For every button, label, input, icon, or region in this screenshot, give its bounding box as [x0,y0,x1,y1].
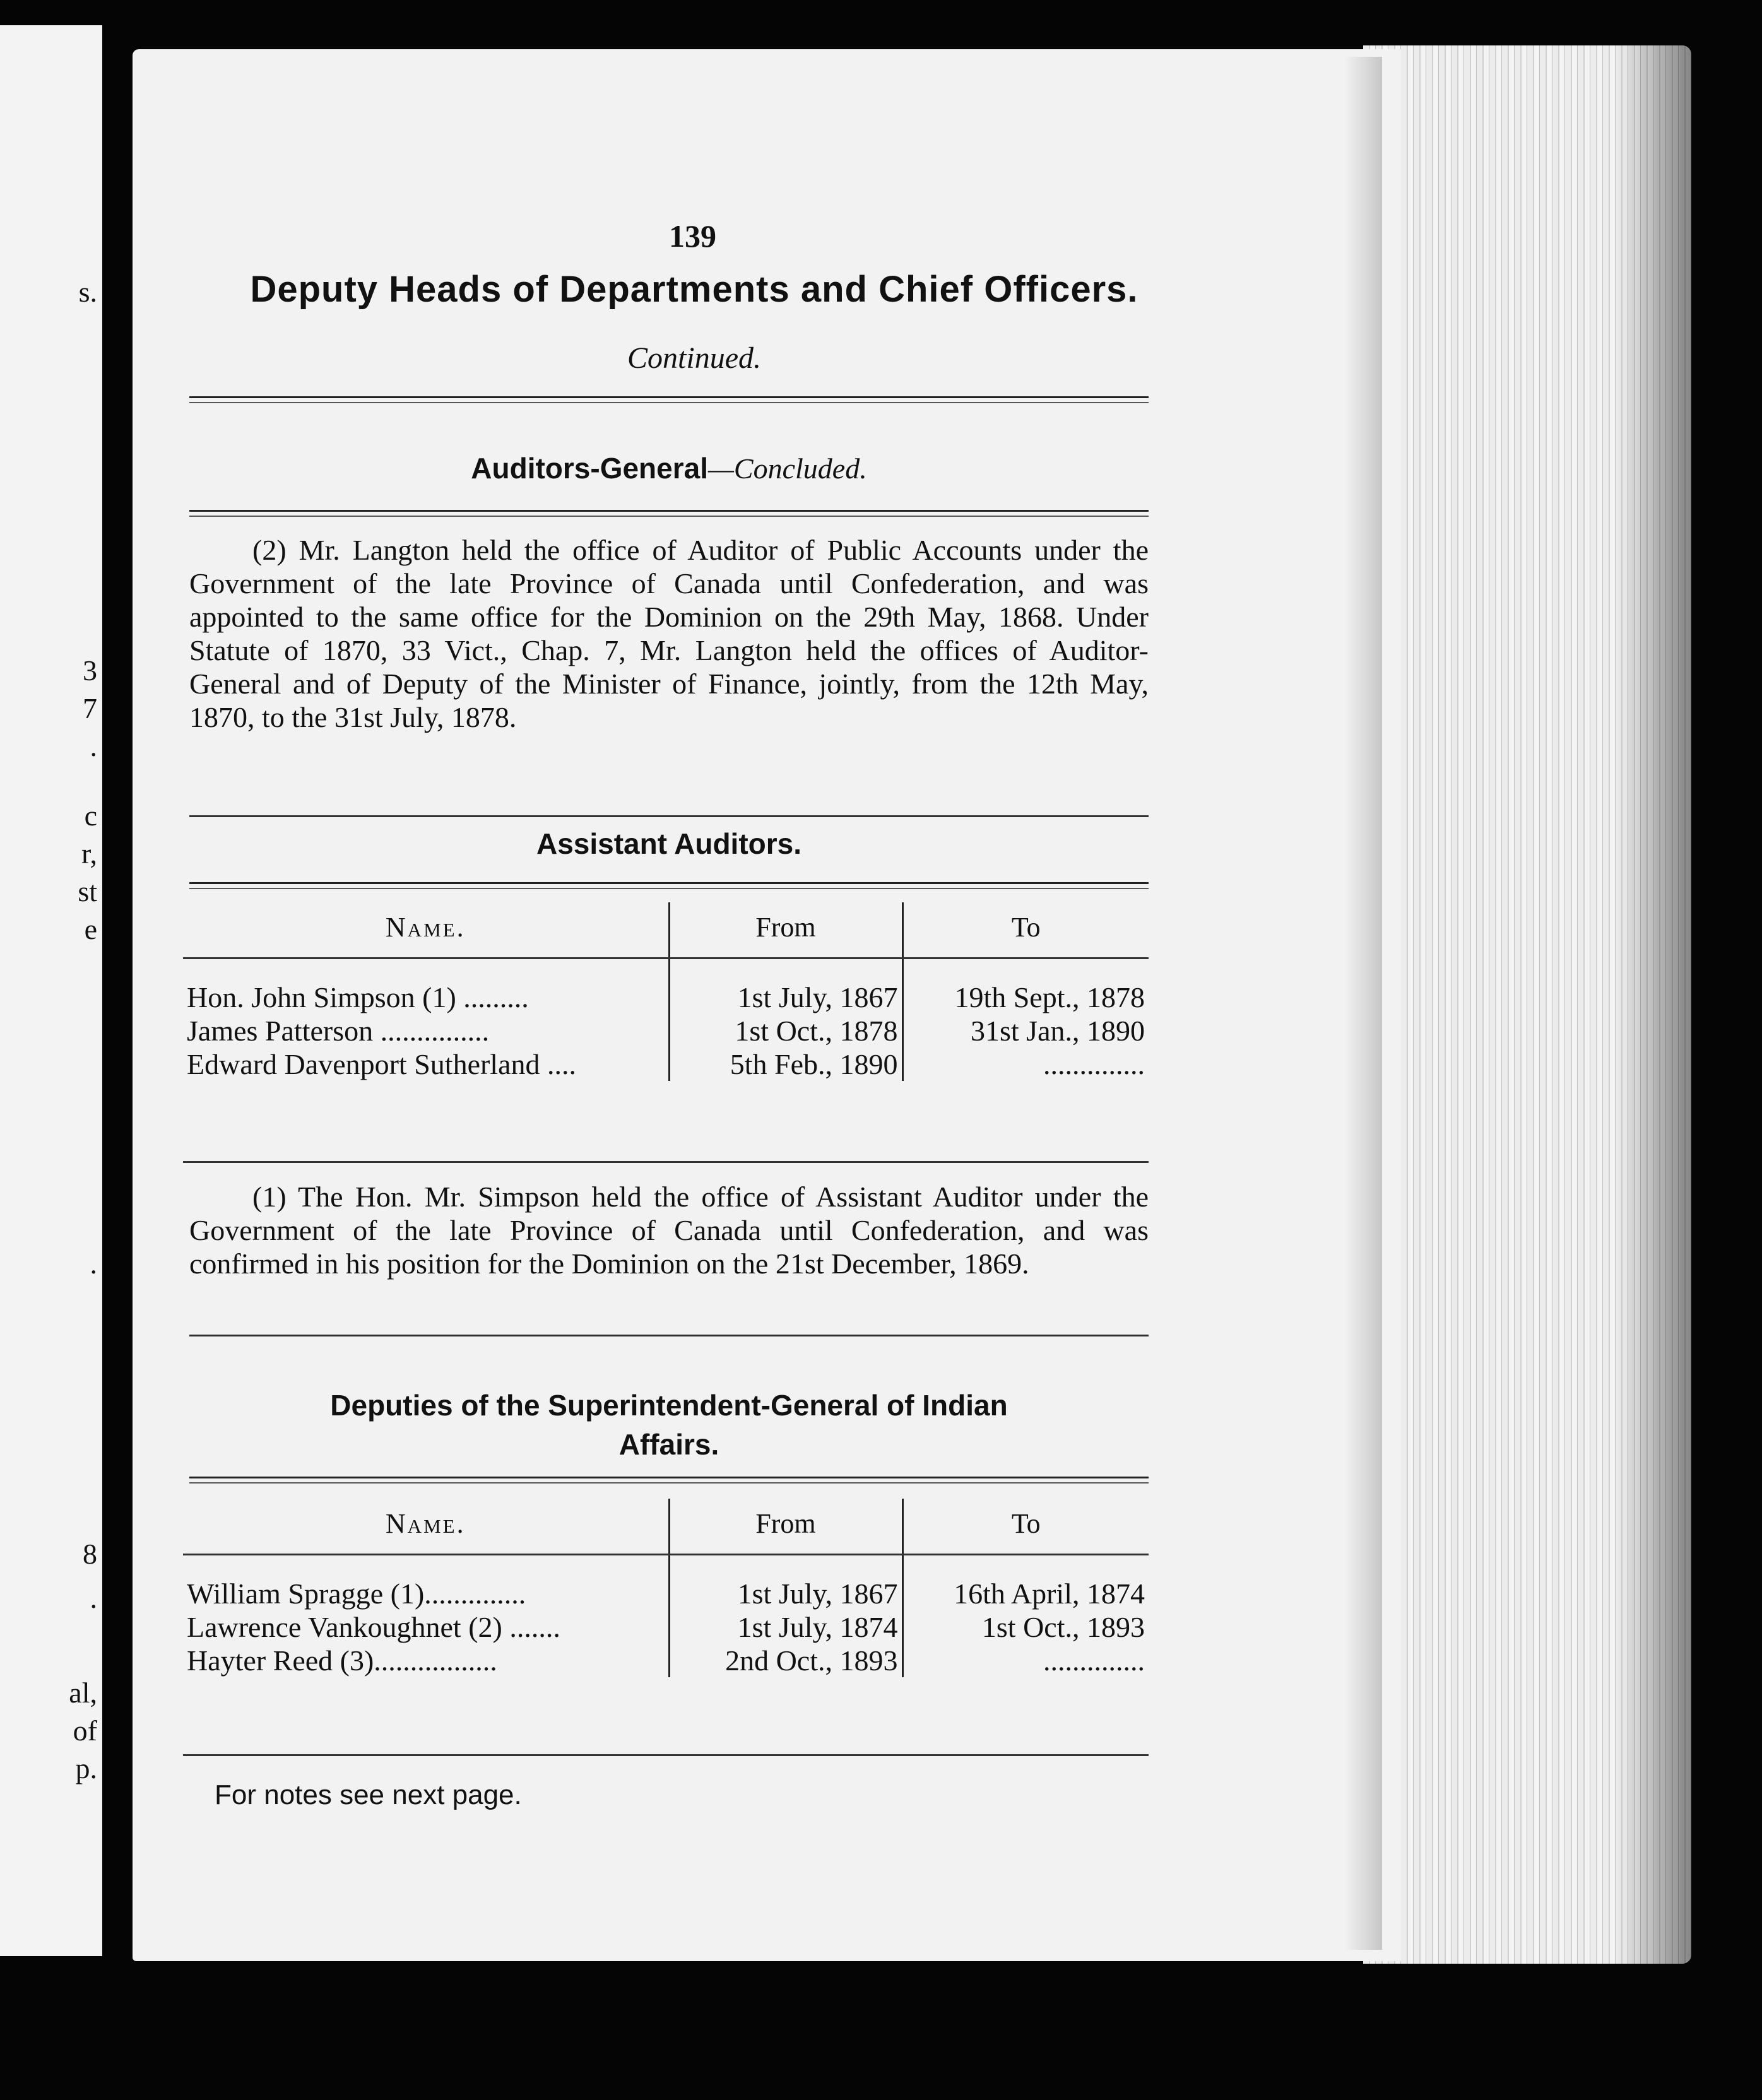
column-header-from: From [669,1499,902,1555]
left-page-fragment: 8 [83,1538,97,1570]
cell-to: .............. [902,1047,1149,1081]
table-row [183,1014,1149,1047]
section-heading-assistant-auditors: Assistant Auditors. [536,827,802,860]
cell-from: 2nd Oct., 1893 [669,1644,902,1677]
book-page-edges [1363,45,1691,1964]
left-page-fragment: . [90,1582,97,1614]
left-page-fragment: s. [78,276,97,308]
table-bottom-rule [183,1754,1149,1756]
cell-name: Lawrence Vankoughnet (2) ....... [187,1611,560,1643]
table-row [183,1610,1149,1644]
section-heading-auditors-general [189,451,1149,485]
section-rule [189,815,1149,817]
section-heading-indian-affairs-line2: Affairs. [618,1428,719,1461]
section-rule [189,396,1149,403]
indian-affairs-deputies-table [183,1499,1149,1677]
page-title: Deputy Heads of Departments and Chief Officers. [250,269,1138,310]
table-header-row [183,902,1149,959]
cell-from: 1st July, 1874 [669,1610,902,1644]
page-number: 139 [669,218,716,254]
left-page-fragment: r, [81,837,97,870]
left-page-fragment: . [90,1248,97,1280]
column-header-from: From [669,902,902,959]
cell-from: 1st July, 1867 [669,981,902,1014]
adjacent-page-edge [0,25,102,1956]
page-shadow [1344,57,1382,1950]
table-row [183,1047,1149,1081]
left-page-fragment: 7 [83,692,97,724]
table-row [183,981,1149,1014]
section-rule [189,1477,1149,1484]
cell-from: 5th Feb., 1890 [669,1047,902,1081]
section-rule [189,1335,1149,1336]
cell-from: 1st July, 1867 [669,1577,902,1610]
note-paragraph: (2) Mr. Langton held the office of Auditor of Public Accounts under the Government of the late Province of Canada until Confederation, and was appointed to the same office for the Dominion on the 29th May, 1868. Under Statute of 1870, 33 Vict., Chap. 7, Mr. Langton held the offices of Auditor-General and of Deputy of the Minister of Finance, jointly, from the 12th May, 1870, to the 31st July, 1878. [189,534,1149,733]
cell-name: Hayter Reed (3)................. [187,1644,497,1677]
cell-name: William Spragge (1).............. [187,1578,526,1610]
table-row [183,1644,1149,1677]
table-header-row [183,1499,1149,1555]
column-header-to: To [902,1499,1149,1555]
left-page-fragment: . [90,730,97,762]
column-header-to: To [902,902,1149,959]
section-heading-suffix: —Concluded. [708,452,867,485]
cell-to: 16th April, 1874 [902,1577,1149,1610]
section-heading-text: Auditors-General [471,452,709,485]
left-page-fragment: c [84,799,97,832]
cell-name: James Patterson ............... [187,1015,490,1047]
section-heading-indian-affairs-line1: Deputies of the Superintendent-General of Indian [330,1389,1008,1422]
cell-name: Edward Davenport Sutherland .... [187,1048,577,1080]
column-header-name: Name. [183,902,669,959]
column-header-name: Name. [183,1499,669,1555]
assistant-auditor-note [189,1180,1149,1280]
cell-to: .............. [902,1644,1149,1677]
cell-name: Hon. John Simpson (1) ......... [187,981,529,1013]
auditor-general-note [189,533,1149,734]
section-rule [189,882,1149,889]
note-paragraph: (1) The Hon. Mr. Simpson held the office of Assistant Auditor under the Government of the late Province of Canada until Confederation, and was confirmed in his position for the Dominion on the 21st December, 1869. [189,1181,1149,1280]
cell-to: 1st Oct., 1893 [902,1610,1149,1644]
cell-to: 31st Jan., 1890 [902,1014,1149,1047]
assistant-auditors-table [183,902,1149,1081]
table-bottom-rule [183,1161,1149,1163]
left-page-fragment: 3 [83,654,97,687]
left-page-fragment: st [78,875,97,907]
left-page-fragment: al, [69,1677,97,1709]
footer-note: For notes see next page. [215,1779,522,1810]
page-subtitle: Continued. [627,341,761,375]
table-row [183,1577,1149,1610]
section-rule [189,510,1149,517]
left-page-fragment: of [73,1714,97,1747]
left-page-fragment: e [84,913,97,945]
cell-to: 19th Sept., 1878 [902,981,1149,1014]
left-page-fragment: p. [75,1752,97,1784]
cell-from: 1st Oct., 1878 [669,1014,902,1047]
